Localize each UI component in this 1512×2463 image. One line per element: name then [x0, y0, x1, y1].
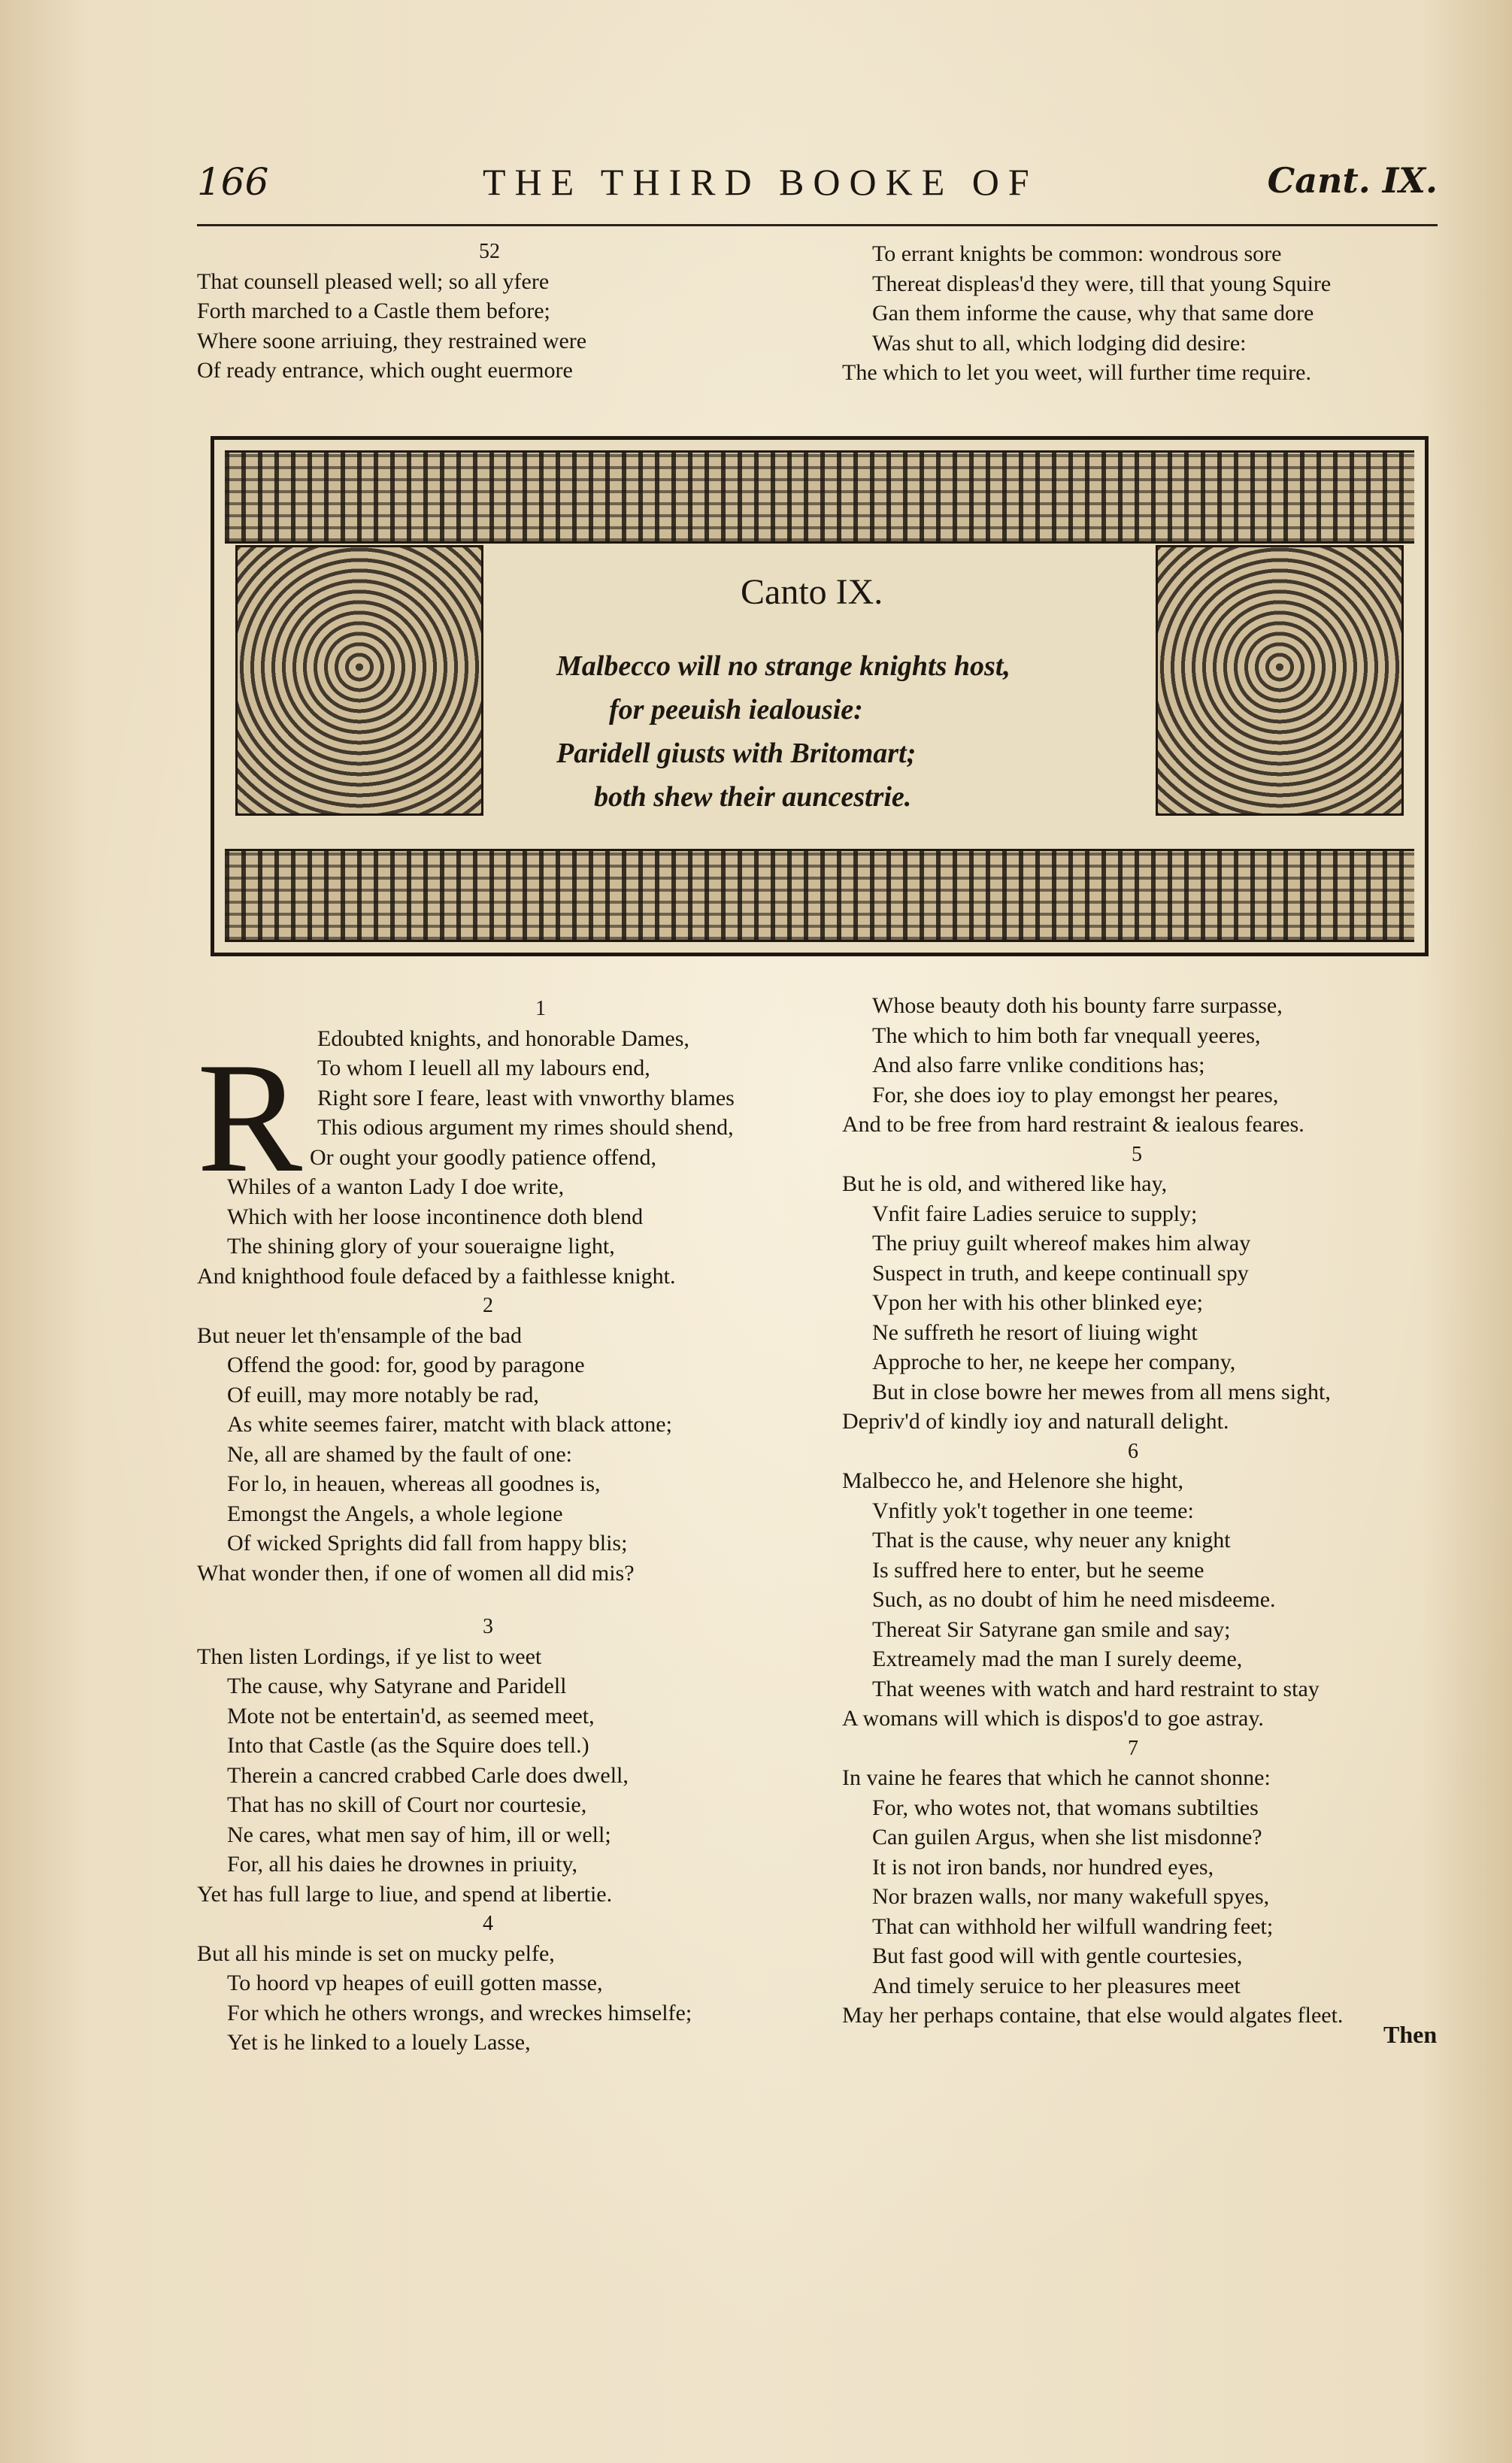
verse-line: But all his minde is set on mucky pelfe, — [197, 1940, 555, 1966]
verse-line: But he is old, and withered like hay, — [842, 1171, 1168, 1196]
verse-line: Offend the good: for, good by paragone — [227, 1353, 585, 1377]
verse-line: That has no skill of Court nor courtesie, — [227, 1792, 587, 1817]
verse-line: Vnfitly yok't together in one teeme: — [872, 1498, 1194, 1523]
argument-line: Malbecco will no strange knights host, — [556, 650, 1011, 682]
verse-line: But neuer let th'ensample of the bad — [197, 1322, 522, 1348]
verse-line: This odious argument my rimes should shend, — [317, 1115, 734, 1140]
verse-line: Ne cares, what men say of him, ill or well; — [227, 1822, 611, 1847]
verse-line: Right sore I feare, least with vnworthy blames — [317, 1085, 735, 1110]
argument-line: for peeuish iealousie: — [609, 694, 863, 726]
verse-line: Into that Castle (as the Squire does tell.) — [227, 1733, 589, 1758]
verse-line: And knighthood foule defaced by a faithlesse knight. — [197, 1263, 676, 1289]
verse-line: But fast good will with gentle courtesies, — [872, 1943, 1243, 1968]
verse-line: The which to let you weet, will further time require. — [842, 360, 1311, 385]
stanza-number: 7 — [1128, 1736, 1138, 1760]
verse-line: For, all his daies he drownes in priuity, — [227, 1852, 577, 1877]
verse-line: Which with her loose incontinence doth blend — [227, 1204, 644, 1229]
stanza-52-left — [197, 237, 678, 386]
verse-line: Was shut to all, which lodging did desire: — [872, 330, 1247, 356]
verse-line: Of ready entrance, which ought euermore — [197, 358, 573, 383]
verse-line: Whose beauty doth his bounty farre surpasse, — [872, 993, 1283, 1018]
verse-line: Where soone arriuing, they restrained were — [197, 328, 587, 353]
verse-line: A womans will which is dispos'd to goe astray. — [842, 1706, 1264, 1731]
verse-line: May her perhaps containe, that else would algates fleet. — [842, 2003, 1344, 2028]
verse-line: What wonder then, if one of women all did mis? — [197, 1560, 635, 1586]
canto-title: Canto IX. — [741, 572, 883, 612]
verse-line: As white seemes fairer, matcht with black attone; — [227, 1412, 672, 1437]
verse-line: It is not iron bands, nor hundred eyes, — [872, 1854, 1214, 1880]
verse-line: Yet is he linked to a louely Lasse, — [227, 2030, 531, 2055]
verse-line: That can withhold her wilfull wandring feet; — [872, 1913, 1274, 1939]
running-title: THE THIRD BOOKE OF — [483, 161, 1038, 203]
verse-line: Therein a cancred crabbed Carle does dwell, — [227, 1762, 629, 1788]
cherub-woodcut-left — [235, 545, 483, 816]
verse-line: The cause, why Satyrane and Paridell — [227, 1674, 567, 1698]
verse-line: Approche to her, ne keepe her company, — [872, 1350, 1236, 1374]
catchword: Then — [1383, 2021, 1438, 2048]
verse-line: Mote not be entertain'd, as seemed meet, — [227, 1703, 595, 1728]
canto-ornamental-frame — [211, 436, 1429, 956]
verse-line: Then listen Lordings, if ye list to weet — [197, 1644, 542, 1669]
verse-line: Gan them informe the cause, why that same dore — [872, 301, 1314, 326]
right-column — [842, 991, 1444, 2031]
cherub-woodcut-right — [1156, 545, 1404, 816]
argument-line: Paridell giusts with Britomart; — [556, 738, 917, 769]
verse-line: Can guilen Argus, when she list misdonne? — [872, 1825, 1262, 1850]
stanza-number: 5 — [1132, 1142, 1142, 1166]
verse-line: That is the cause, why neuer any knight — [872, 1528, 1231, 1553]
verse-line: That weenes with watch and hard restraint to stay — [872, 1676, 1320, 1701]
verse-line: For, who wotes not, that womans subtilties — [872, 1795, 1259, 1820]
verse-line: Nor brazen walls, nor many wakefull spyes, — [872, 1884, 1270, 1909]
page-number: 166 — [197, 160, 269, 204]
canto-reference: Cant. IX. — [1267, 160, 1438, 201]
verse-line: Suspect in truth, and keepe continuall spy — [872, 1260, 1249, 1286]
verse-line: But in close bowre her mewes from all mens sight, — [872, 1379, 1331, 1404]
stanza-1 — [197, 1024, 859, 1292]
verse-line: And also farre vnlike conditions has; — [872, 1053, 1205, 1077]
running-header — [197, 154, 1438, 207]
verse-line: Or ought your goodly patience offend, — [310, 1144, 657, 1170]
verse-line: Thereat Sir Satyrane gan smile and say; — [872, 1616, 1231, 1642]
verse-line: Is suffred here to enter, but he seeme — [872, 1557, 1204, 1583]
verse-line: Whiles of a wanton Lady I doe write, — [227, 1174, 565, 1199]
verse-line: Forth marched to a Castle them before; — [197, 298, 550, 323]
verse-line: And timely seruice to her pleasures meet — [872, 1973, 1241, 1998]
stanza-number: 52 — [479, 240, 500, 263]
stanza-number: 4 — [483, 1912, 493, 1935]
verse-line: To errant knights be common: wondrous sore — [872, 241, 1282, 266]
verse-line: Of wicked Sprights did fall from happy blis; — [227, 1531, 628, 1556]
canto-argument — [556, 644, 1011, 819]
verse-line: For, she does ioy to play emongst her peares, — [872, 1082, 1279, 1107]
verse-line: Vnfit faire Ladies seruice to supply; — [872, 1201, 1198, 1226]
verse-line: Vpon her with his other blinked eye; — [872, 1290, 1203, 1315]
stanza-number: 6 — [1128, 1439, 1138, 1463]
verse-line: Malbecco he, and Helenore she hight, — [842, 1468, 1183, 1493]
stanza-number: 3 — [483, 1615, 493, 1638]
verse-line: Yet has full large to liue, and spend at libertie. — [197, 1881, 613, 1907]
verse-line: Such, as no doubt of him he need misdeeme. — [872, 1587, 1276, 1612]
verse-line: Ne suffreth he resort of liuing wight — [872, 1319, 1198, 1345]
verse-line: For lo, in heauen, whereas all goodnes is, — [227, 1471, 601, 1496]
header-rule — [197, 224, 1438, 226]
verse-line: Thereat displeas'd they were, till that young Squire — [872, 271, 1332, 296]
argument-line: both shew their auncestrie. — [594, 781, 912, 813]
verse-line: In vaine he feares that which he cannot shonne: — [842, 1765, 1271, 1790]
woodcut-border-top — [225, 450, 1414, 544]
drop-cap: R — [197, 1030, 303, 1205]
verse-line: Of euill, may more notably be rad, — [227, 1382, 539, 1407]
stanza-number: 1 — [535, 997, 546, 1020]
verse-line: The shining glory of your soueraigne light, — [227, 1234, 615, 1259]
verse-line: Depriv'd of kindly ioy and naturall delight. — [842, 1409, 1229, 1434]
verse-line: Extreamely mad the man I surely deeme, — [872, 1647, 1243, 1671]
verse-line: The priuy guilt whereof makes him alway — [872, 1231, 1251, 1256]
verse-line: That counsell pleased well; so all yfere — [197, 268, 550, 294]
verse-line: And to be free from hard restraint & iealous feares. — [842, 1112, 1304, 1137]
stanza-52-right — [842, 239, 1444, 388]
verse-line: To hoord vp heapes of euill gotten masse, — [227, 1971, 603, 1995]
stanza-number: 2 — [483, 1294, 493, 1317]
woodcut-border-bottom — [225, 849, 1414, 942]
verse-line: The which to him both far vnequall yeeres, — [872, 1022, 1261, 1048]
verse-line: Ne, all are shamed by the fault of one: — [227, 1441, 572, 1467]
left-column — [197, 994, 859, 2058]
verse-line: For which he others wrongs, and wreckes himselfe; — [227, 2000, 692, 2025]
verse-line: To whom I leuell all my labours end, — [317, 1056, 650, 1080]
verse-line: Edoubted knights, and honorable Dames, — [317, 1025, 689, 1051]
verse-line: Emongst the Angels, a whole legione — [227, 1501, 563, 1526]
